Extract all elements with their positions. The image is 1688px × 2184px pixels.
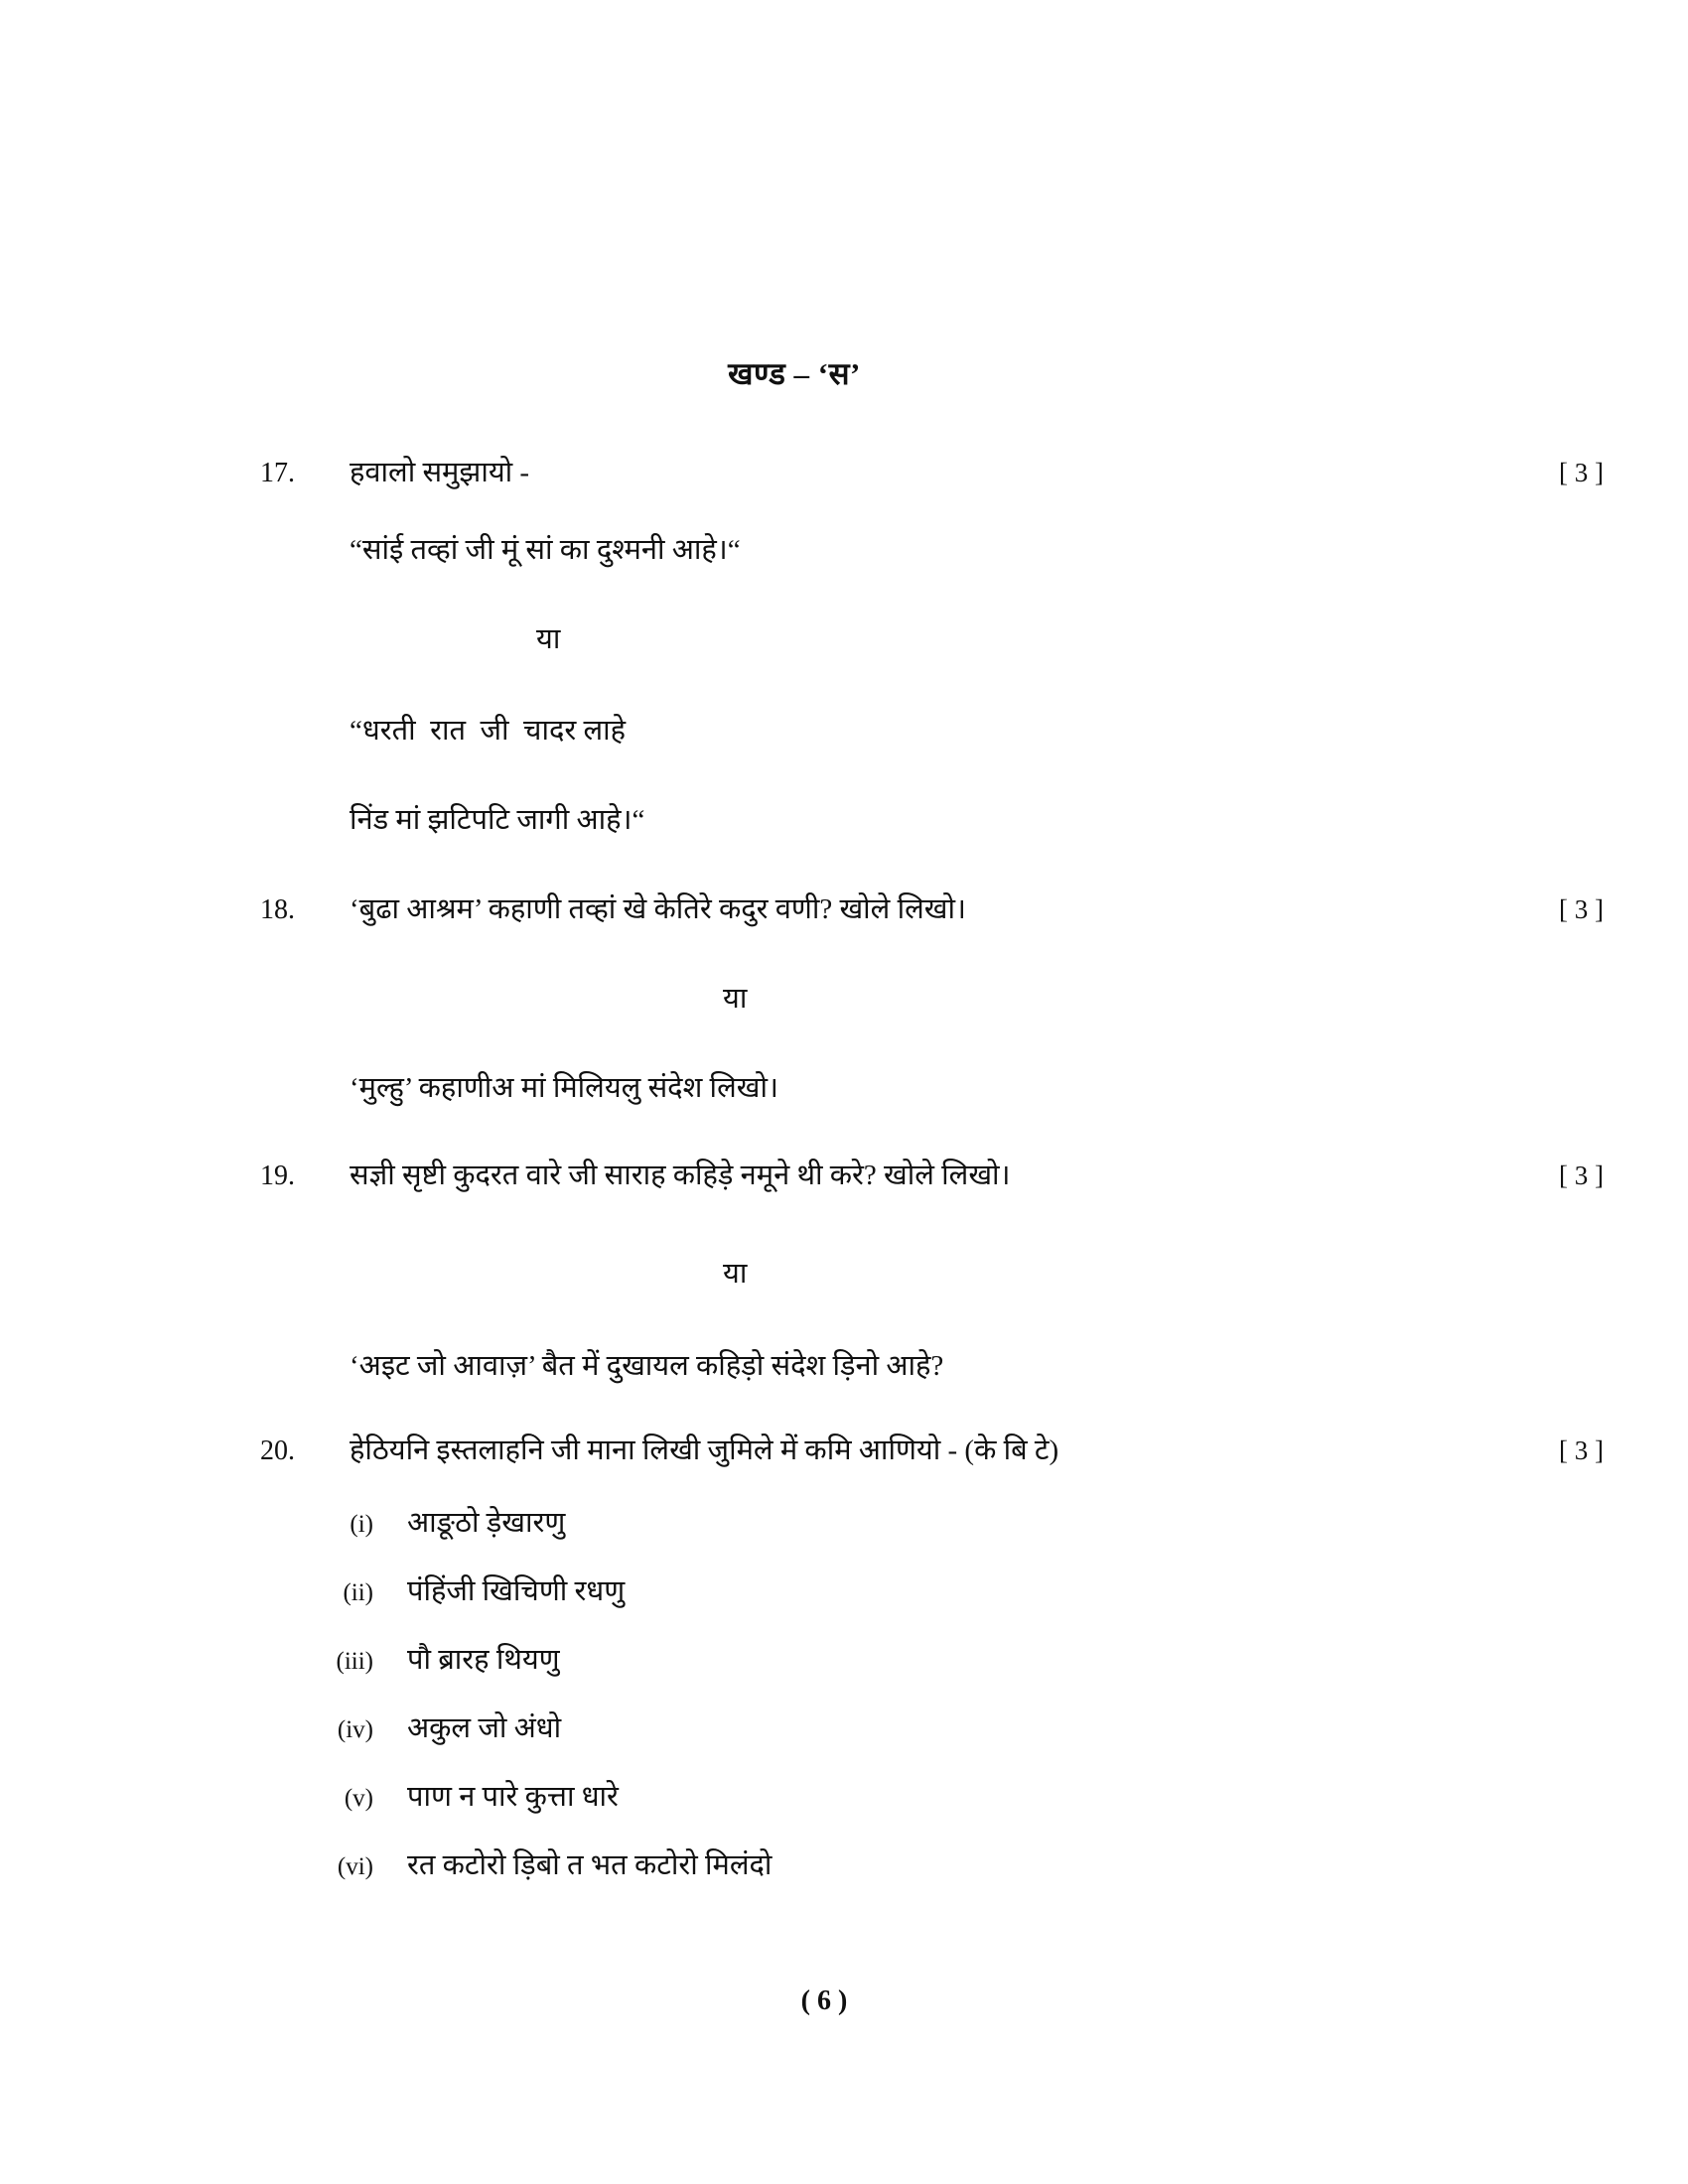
- question-18-alt-text: ‘मुल्हु’ कहाणीअ मां मिलियलु संदेश लिखो।: [350, 1072, 778, 1104]
- question-text-20: हेठियनि इस्तलाहनि जी माना लिखी जुमिले में कमि आणियो - (के बि टे): [350, 1434, 1059, 1466]
- sub-item-label-v: (v): [344, 1785, 373, 1812]
- page-number-text: ( 6 ): [800, 1985, 848, 2016]
- question-number-20: 20.: [260, 1435, 295, 1466]
- question-text-18: ‘बुढा आश्रम’ कहाणी तव्हां खे केतिरे कदुर वणी? खोले लिखो।: [350, 893, 966, 925]
- or-separator-17: या: [536, 623, 561, 655]
- question-marks-18: [ 3 ]: [1559, 894, 1604, 924]
- question-number-17: 17.: [260, 458, 295, 488]
- list-item: [298, 1570, 1390, 1609]
- or-separator-19: या: [723, 1258, 748, 1290]
- page-number: [0, 1985, 1688, 2017]
- sub-item-label-i: (i): [350, 1511, 373, 1538]
- question-row-19: [0, 1155, 1688, 1196]
- question-number-18: 18.: [260, 894, 295, 925]
- question-marks-20: [ 3 ]: [1559, 1435, 1604, 1465]
- question-text-19: सज्ञी सृष्टी कुदरत वारे जी साराह कहिड़े नमूने थी करे? खोले लिखो।: [350, 1160, 1011, 1191]
- list-item: [298, 1844, 1390, 1883]
- sub-item-text-ii: पंहिंजी खिचिणी रधणु: [407, 1575, 626, 1607]
- sub-item-text-v: पाण न पारे कुत्ता धारे: [407, 1781, 619, 1813]
- sub-item-label-ii: (ii): [343, 1579, 373, 1606]
- question-marks-17: [ 3 ]: [1559, 458, 1604, 487]
- or-separator-18: या: [723, 983, 748, 1015]
- question-17-quote: “सांई तव्हां जी मूं सां का दुश्मनी आहे।“: [350, 534, 741, 566]
- sub-item-text-i: आङूठो ड़ेखारणु: [407, 1507, 566, 1539]
- sub-item-text-vi: रत कटोरो ड़िबो त भत कटोरो मिलंदो: [407, 1849, 773, 1881]
- sub-item-label-iv: (iv): [337, 1716, 373, 1743]
- list-item: [298, 1776, 1390, 1815]
- section-heading-text: खण्ड – ‘स’: [728, 356, 861, 391]
- question-19-alt-text: ‘अइट जो आवाज़’ बैत में दुखायल कहिड़ो संदेश ड़िनो आहे?: [350, 1350, 944, 1382]
- question-17-alt-line-1: “धरती रात जी चादर लाहे: [350, 715, 627, 747]
- question-row-17: [0, 452, 1688, 493]
- question-17-alt-line-2: निंड मां झटिपटि जागी आहे।“: [350, 804, 645, 836]
- sub-item-label-iii: (iii): [336, 1648, 373, 1675]
- question-text-17: हवालो समुझायो -: [350, 457, 530, 488]
- list-item: [298, 1502, 1390, 1541]
- sub-item-label-vi: (vi): [337, 1853, 373, 1880]
- sub-item-text-iii: पौ ब्रारह थियणु: [407, 1644, 560, 1676]
- list-item: [298, 1639, 1390, 1678]
- list-item: [298, 1707, 1390, 1746]
- question-row-20: [0, 1430, 1688, 1471]
- question-marks-19: [ 3 ]: [1559, 1160, 1604, 1190]
- question-number-19: 19.: [260, 1160, 295, 1191]
- section-heading: [0, 352, 1688, 394]
- question-row-18: [0, 888, 1688, 930]
- sub-item-text-iv: अकुल जो अंधो: [407, 1712, 562, 1744]
